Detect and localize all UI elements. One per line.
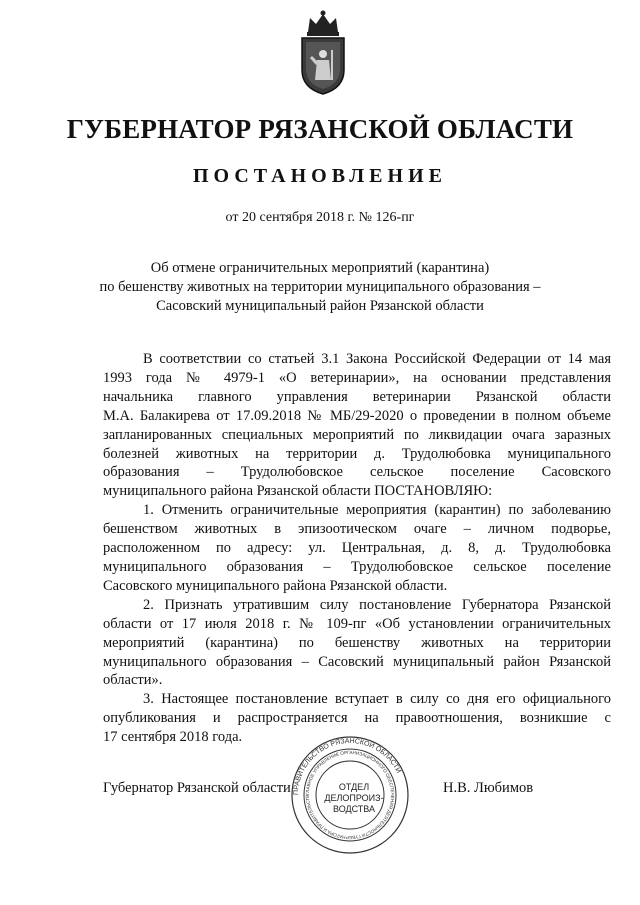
- body-line: В соответствии со статьей 3.1 Закона Российской Федерации от 14 мая: [143, 351, 611, 367]
- document-date-number: от 20 сентября 2018 г. № 126-пг: [225, 210, 415, 225]
- document-body: [103, 350, 611, 747]
- body-line: муниципального образования – Трудолюбовское сельское поселение: [103, 558, 611, 575]
- body-line: запланированных специальных мероприятий по ликвидации очага заразных: [103, 426, 611, 443]
- signatory-name: Н.В. Любимов: [443, 780, 534, 796]
- body-line: области».: [103, 672, 163, 689]
- governor-title: ГУБЕРНАТОР РЯЗАНСКОЙ ОБЛАСТИ: [66, 114, 574, 144]
- stamp-center-line: ВОДСТВА: [332, 804, 375, 814]
- body-line: 17 сентября 2018 года.: [103, 729, 243, 746]
- item-2-paragraph: [103, 596, 611, 691]
- stamp-center-line: ДЕЛОПРОИЗ-: [324, 793, 384, 803]
- body-line: муниципального образования – Сасовский муниципальный район Рязанской: [103, 653, 611, 670]
- document-subject: [60, 259, 580, 316]
- stamp-center-line: ОТДЕЛ: [338, 782, 370, 792]
- body-line: 1993 года № 4979-1 «О ветеринарии», на основании представления: [103, 369, 611, 386]
- stamp-center-text: [324, 782, 384, 815]
- body-line: мероприятий (карантина) по бешенству животных на территории: [103, 634, 611, 651]
- preamble-paragraph: [103, 350, 611, 501]
- subject-line: по бешенству животных на территории муниципального образования –: [99, 279, 541, 295]
- body-line: 1. Отменить ограничительные мероприятия (карантин) по заболеванию: [143, 502, 611, 519]
- body-line: образования – Трудолюбовское сельское поселение Сасовского: [103, 464, 611, 481]
- signatory-title: Губернатор Рязанской области: [103, 780, 291, 796]
- document-type: ПОСТАНОВЛЕНИЕ: [193, 165, 447, 187]
- stamp-outer-text: ПРАВИТЕЛЬСТВО РЯЗАНСКОЙ ОБЛАСТИ: [292, 737, 402, 796]
- ryazan-coat-of-arms-icon: [296, 10, 350, 96]
- body-line: опубликования и распространяется на правоотношения, возникшие с: [103, 710, 611, 727]
- body-line: начальника главного управления ветеринарии Рязанской области: [103, 388, 611, 405]
- body-line: бешенством животных в эпизоотическом очаге – личном подворье,: [103, 521, 611, 538]
- body-line: расположенном по адресу: ул. Центральная, д. 8, д. Трудолюбовка: [103, 540, 611, 557]
- item-1-paragraph: [103, 501, 611, 596]
- body-line: 3. Настоящее постановление вступает в силу со дня его официального: [143, 691, 611, 708]
- body-line: области от 17 июля 2018 г. № 109-пг «Об установлении ограничительных: [103, 615, 611, 632]
- stamp-inner-text: ГЛАВНОЕ УПРАВЛЕНИЕ ОРГАНИЗАЦИОННОГО ОБЕСПЕЧЕНИЯ ДЕЯТЕЛЬНОСТИ ГУБЕРНАТОРА И ПРАВИТЕЛЬСТВ: [304, 749, 396, 841]
- subject-line: Об отмене ограничительных мероприятий (карантина): [150, 260, 490, 276]
- body-line: болезней животных на территории д. Трудолюбовка муниципального: [103, 445, 611, 462]
- body-line: Сасовского муниципального района Рязанской области.: [103, 577, 448, 594]
- subject-line: Сасовский муниципальный район Рязанской области: [156, 298, 484, 314]
- body-line: 2. Признать утратившим силу постановление Губернатора Рязанской: [143, 596, 611, 613]
- body-line: муниципального района Рязанской области ПОСТАНОВЛЯЮ:: [103, 483, 493, 500]
- body-line: М.А. Балакирева от 17.09.2018 № МБ/29-2020 о проведении в полном объеме: [103, 407, 611, 424]
